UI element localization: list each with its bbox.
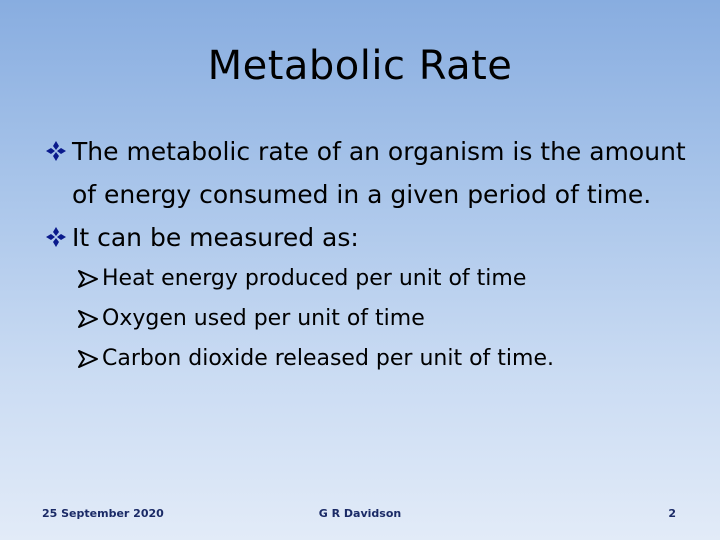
sub-bullet-text: Heat energy produced per unit of time [102,266,527,291]
sub-bullet-item [78,259,706,299]
bullet-item [46,216,706,259]
sub-bullet-text: Carbon dioxide released per unit of time. [102,346,554,371]
diamond-quad-icon [46,130,72,216]
page-number: 2 [668,507,676,520]
arrowhead-icon [78,259,102,299]
arrowhead-icon [78,299,102,339]
sub-bullet-item [78,299,706,339]
bullet-item [46,130,706,216]
bullet-text: It can be measured as: [72,223,359,252]
sub-bullet-list [78,259,706,379]
arrowhead-icon [78,339,102,379]
footer-date: 25 September 2020 [42,507,164,520]
bullet-list [46,130,706,379]
bullet-text: The metabolic rate of an organism is the amount of energy consumed in a given period of time. [72,137,686,209]
diamond-quad-icon [46,216,72,259]
sub-bullet-text: Oxygen used per unit of time [102,306,425,331]
sub-bullet-item [78,339,706,379]
footer-author: G R Davidson [318,507,402,520]
slide-title: Metabolic Rate [207,43,513,89]
